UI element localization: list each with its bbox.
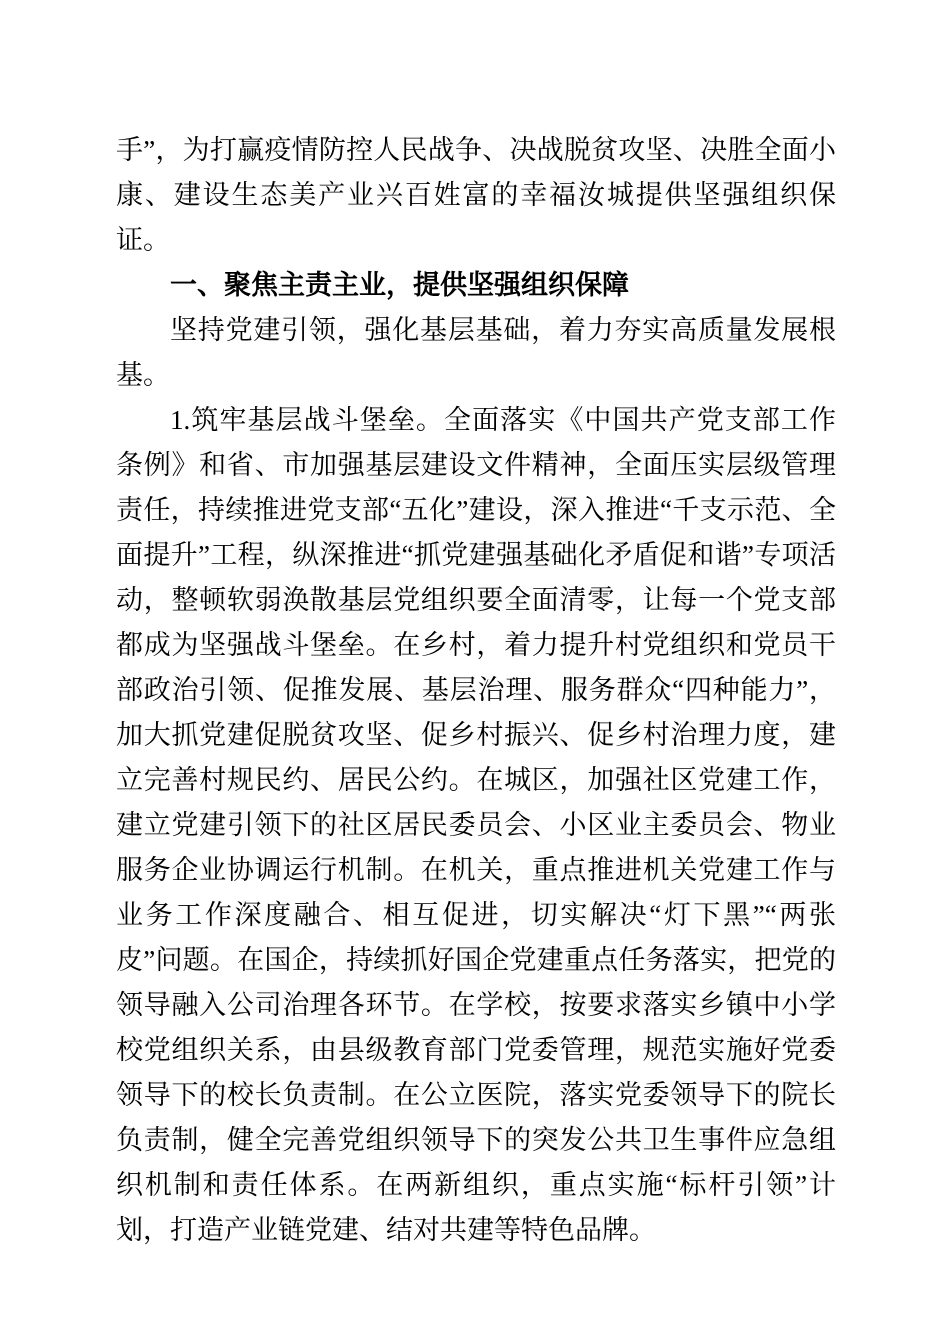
paragraph-intro: 坚持党建引领，强化基层基础，着力夯实高质量发展根基。 bbox=[116, 315, 836, 390]
section-one-heading: 一、聚焦主责主业，提供坚强组织保障 bbox=[170, 270, 629, 300]
paragraph-continuation: 手”，为打赢疫情防控人民战争、决战脱贫攻坚、决胜全面小康、建设生态美产业兴百姓富的幸福汝城提供坚强组织保证。 bbox=[116, 135, 836, 255]
paragraph-point-1: 1.筑牢基层战斗堡垒。全面落实《中国共产党支部工作条例》和省、市加强基层建设文件精神，全面压实层级管理责任，持续推进党支部“五化”建设，深入推进“千支示范、全面提升”工程，纵深推进“抓党建强基础化矛盾促和谐”专项活动，整顿软弱涣散基层党组织要全面清零，让每一个党支部都成为坚强战斗堡垒。在乡村，着力提升村党组织和党员干部政治引领、促推发展、基层治理、服务群众“四种能力”，加大抓党建促脱贫攻坚、促乡村振兴、促乡村治理力度，建立完善村规民约、居民公约。在城区，加强社区党建工作，建立党建引领下的社区居民委员会、小区业主委员会、物业服务企业协调运行机制。在机关，重点推进机关党建工作与业务工作深度融合、相互促进，切实解决“灯下黑”“两张皮”问题。在国企，持续抓好国企党建重点任务落实，把党的领导融入公司治理各环节。在学校，按要求落实乡镇中小学校党组织关系，由县级教育部门党委管理，规范实施好党委领导下的校长负责制。在公立医院，落实党委领导下的院长负责制，健全完善党组织领导下的突发公共卫生事件应急组织机制和责任体系。在两新组织，重点实施“标杆引领”计划，打造产业链党建、结对共建等特色品牌。 bbox=[116, 405, 836, 1245]
